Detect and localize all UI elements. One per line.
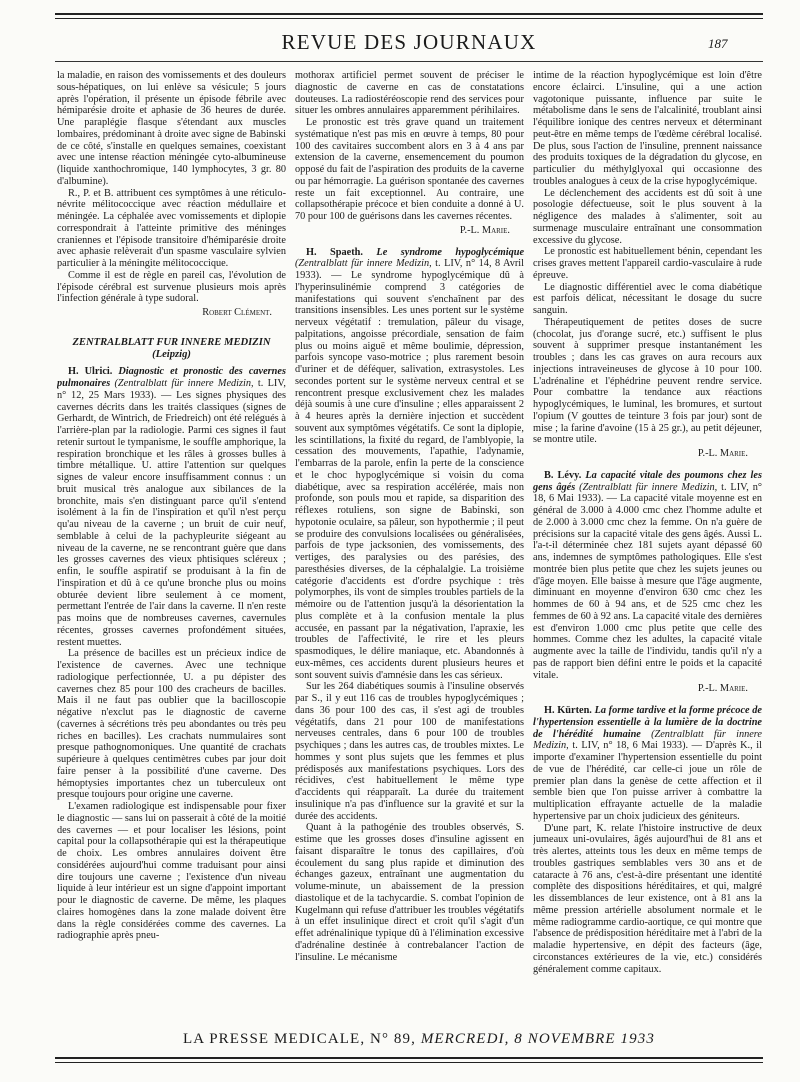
paragraph: Le pronostic est habituellement bénin, cependant les crises graves mettent l'appareil cardio-vasculaire à rude épreuve. xyxy=(533,246,762,281)
footer-journal-line xyxy=(183,1031,655,1048)
footer-rule xyxy=(55,1057,763,1059)
paragraph: Thérapeutiquement de petites doses de sucre (chocolat, jus d'orange sucré, etc.) suffisent le plus souvent à supprimer presque instantanément les troubles ; dans les cas graves on aura recours aux injections intraveineuses de glycose à 10 pour 100. L'adrénaline et l'éphédrine peuvent rendre service. Pour combattre la tendance aux réactions hypoglycémiques, le luminal, les bromures, et surtout l'opium (V gouttes de teinture 3 fois par jour) sont de mise ; la farine d'avoine (15 à 25 gr.), au petit déjeuner, se montre utile. xyxy=(533,316,762,446)
article-source: (Zentralblatt für innere Medizin, xyxy=(579,481,718,493)
paragraph: intime de la réaction hypoglycémique est loin d'être encore éclairci. L'insuline, qui a une action vagotonique puissante, influence par suite le métabolisme dans le sens de l'alcalinité, troublant ainsi l'équilibre ionique des centres nerveux et déterminant peut-être en même temps de l'œdème cérébral localisé. De plus, sous l'action de l'insuline, prennent naissance des produits toxiques de la dégradation du glycose, en particulier du méthylglyoxal qui occasionne des troubles analogues à ceux de la crise hypoglycémique. xyxy=(533,70,762,187)
section-title: ZENTRALBLATT FUR INNERE MEDIZIN xyxy=(72,336,271,348)
article-citation: t. LIV, n° 14, 8 Avril 1933). — xyxy=(295,258,524,281)
signature: P.-L. Marie. xyxy=(459,224,510,236)
article-body: D'après K., il importe d'examiner l'hypertension essentielle du point de vue de l'hérédité, car celle-ci joue un rôle de premier plan dans la genèse de cette affection et il semble bien que l'on puisse arriver à combattre la multiplication effrayante actuelle de la maladie hypertensive par un choix judicieux des géniteurs. xyxy=(533,740,762,822)
footer-journal: LA PRESSE MEDICALE, N° 89, xyxy=(183,1031,416,1047)
article-title: La capacité vitale des poumons chez les gens âgés xyxy=(533,469,762,493)
column-1 xyxy=(57,70,286,1018)
article-author: H. Ulrici. xyxy=(68,366,113,378)
signature: P.-L. Marie. xyxy=(697,683,748,695)
page-number: 187 xyxy=(708,36,728,51)
article-title: Diagnostic et pronostic des cavernes pulmonaires xyxy=(57,366,286,389)
header-top-rule xyxy=(55,13,763,15)
section-city: (Leipzig) xyxy=(152,348,191,360)
footer-date: MERCREDI, 8 NOVEMBRE 1933 xyxy=(420,1031,655,1047)
paragraph: La présence de bacilles est un précieux indice de l'existence de cavernes. Avec une technique radiologique perfectionnée, U. a pu dépister des cavernes chez 85 pour 100 des cracheurs de bacilles. Mais il ne faut pas oublier que la bacilloscopie négative n'exclut pas le diagnostic de caverne (cavernes à sécrétions très peu abondantes ou très peu riches en bacilles). Les crachats nummulaires sont presque pathognomoniques. Une quantité de crachats supérieure à quelques centimètres cubes par jour doit faire penser à la possibilité d'une caverne. Des hémoptysies importantes chez un tuberculeux ont presque toujours pour origine une caverne. xyxy=(57,648,286,801)
header-bottom-rule xyxy=(55,61,763,62)
article-source: (Zentralblatt für innere Medizin, xyxy=(295,258,432,270)
header-top-rule-thin xyxy=(55,18,763,19)
article-author: H. Kürten. xyxy=(544,705,592,716)
paragraph: Le diagnostic différentiel avec le coma diabétique est parfois délicat, nécessitant le dosage du sucre sanguin. xyxy=(533,281,762,316)
paragraph: Le déclenchement des accidents est dû soit à une posologie défectueuse, soit le plus souvent à la négligence des malades à s'alimenter, soit au surmenage musculaire entraînant une consommation excessive du glycose. xyxy=(533,187,762,246)
article-title: La forme tardive et la forme précoce de l'hypertension essentielle à la lumière de la doctrine de l'hérédité humaine xyxy=(533,705,762,740)
article-body: La capacité vitale moyenne est en général de 3.000 à 4.000 cmc chez l'homme adulte et de 2.000 à 3.000 cmc chez la femme. On n'a guère de précisions sur la capacité vitale des gens âgés. Aussi L. l'a-t-il déterminée chez 181 sujets ayant dépassé 60 ans, indemnes de symptômes pathologiques. Elle s'est montrée bien plus petite que chez les sujets jeunes ou d'âge moyen. Elle baisse à mesure que l'âge augmente, diminuant en moyenne d'environ 630 cmc chez les hommes de 60 à 94 ans, et de 525 cmc chez les femmes de 60 à 92 ans. La capacité vitale des dernières est d'environ 1.000 cmc plus petite que celle des hommes. Comme chez les adultes, la capacité vitale augmente avec la taille de l'individu, tandis qu'il n'y a pas de rapport bien défini entre le poids et la capacité vitale. xyxy=(533,493,762,681)
article-source: (Zentralblatt für innere Medizin, xyxy=(533,728,762,752)
paragraph: mothorax artificiel permet souvent de préciser le diagnostic de caverne en cas de constatations douteuses. La radiostéréoscopie rend des services pour situer les ombres annulaires apparemment périhilaires. xyxy=(295,70,524,117)
article-author: B. Lévy. xyxy=(544,469,582,481)
footer-rule-thin xyxy=(55,1062,763,1063)
article-kurten xyxy=(533,705,762,823)
article-spaeth xyxy=(295,247,524,682)
article-citation: t. LIV, n° 12, 25 Mars 1933). — xyxy=(57,378,286,401)
article-ulrici xyxy=(57,366,286,648)
signature: P.-L. Marie. xyxy=(697,448,748,459)
article-citation: t. LIV, n° 18, 6 Mai 1933). — xyxy=(572,740,702,752)
paragraph: R., P. et B. attribuent ces symptômes à une réticulo-névrite mélitococcique avec réaction médullaire et méningée. La céphalée avec vomissements et diplopie correspondrait à l'atteinte primitive des méninges craniennes et l'épisode transitoire d'hémiparésie droite avec aphasie relèverait d'un spasme vasculaire sylvien particulier à la méningite mélitococcique. xyxy=(57,187,286,269)
article-source: (Zentralblatt für innere Medizin, xyxy=(114,378,254,389)
paragraph: Quant à la pathogénie des troubles observés, S. estime que les grosses doses d'insuline agissent en faisant disparaître le tonus des capillaires, d'où écoulement du sang plus rapide et diminution des échanges gazeux, entraînant une augmentation du volume-minute, un abaissement de la pression diastolique et de la tachycardie. S. combat l'opinion de Kugelmann qui refuse d'attribuer les troubles végétatifs à un effet insulinique direct et croit qu'il s'agit d'un effet adrénalinique typique dû à l'élimination excessive d'adrénaline destinée à contrebalancer l'action de l'insuline. Le mécanisme xyxy=(295,822,524,963)
signature: Robert Clément. xyxy=(202,307,272,318)
column-2 xyxy=(295,70,524,1018)
article-citation: t. LIV, n° 18, 6 Mai 1933). — xyxy=(533,481,762,505)
article-author: H. Spaeth. xyxy=(306,246,363,258)
paragraph: la maladie, en raison des vomissements et des douleurs sous-hépatiques, on lui enlève sa vésicule; 5 jours après l'opération, il présente un épisode fébrile avec hémiparésie droite et aphasie de 36 heures de durée. Une paraplégie flasque s'étendant aux muscles lombaires, prédominant à droite avec signe de Babinski de ce côté, s'installe en quelques semaines, coexistant avec une intense réaction méningée cyto-albumineuse (liquide xanthochromique, 140 lymphocytes, 3 gr. 80 d'albumine). xyxy=(57,70,286,187)
paragraph: D'une part, K. relate l'histoire instructive de deux jumeaux uni-ovulaires, âgés aujourd'hui de 81 ans et très alertes, atteints tous les deux en même temps de troubles gastriques semblables vers 30 ans et de cataracte à 76 ans, c'est-à-dire présentant une identité complète des dispositions héréditaires, et qui, malgré les dissemblances de leur existence, ont à 81 ans la même pression artérielle absolument normale et le même radiogramme cardio-aortique, ce qui montre que l'absence de prédisposition héréditaire met à l'abri de la maladie hypertensive, en dépit des facteurs (âge, circonstances extérieures de la vie, etc.) considérés généralement comme capitaux. xyxy=(533,822,762,975)
paragraph: Comme il est de règle en pareil cas, l'évolution de l'épisode cérébral est survenue plusieurs mois après l'infection générale à type sudoral. xyxy=(57,269,286,305)
article-body: Les signes physiques des cavernes décrits dans les traités classiques (signes de Gerhardt, de Wintrich, de Friedreich) ont été relégués à l'arrière-plan par la radiologie. Parmi ces signes il faut retenir surtout le tympanisme, le souffle amphorique, la respiration bronchique et les râles à grosses bulles à timbre métallique. U. attire l'attention sur quelques signes de valeur encore insuffisamment connus : un bruit musical très analogue aux sibilances de la bronchite, mais s'en distinguant parce qu'il s'entend isolément à la fin de l'inspiration et qu'il n'est perçu qu'au niveau de la caverne ; un bruit de cuir neuf, semblable à celui de la pachypleurite siégeant au niveau de la caverne, ne se rencontrant guère que dans les grosses cavernes des vieux phtisiques scléreux ; enfin, le souffle aspiratif se produisant à la fin de l'inspiration et dû à ce qu'une bronche plus ou moins obturée devient libre seulement à ce moment, permettant l'entrée de l'air dans la caverne. Il n'en reste pas moins que de nombreuses cavernes, cavernules récentes, grosses cavernes profondément situées, restent muettes. xyxy=(57,389,286,648)
article-levy xyxy=(533,470,762,682)
column-3 xyxy=(533,70,762,1018)
page-title: REVUE DES JOURNAUX xyxy=(281,30,537,54)
paragraph: Le pronostic est très grave quand un traitement systématique n'est pas mis en œuvre à temps, 80 pour 100 des cavitaires succombent alors en 3 à 4 ans par extension de la caverne, ensemencement du poumon opposé du fait de l'aspiration des produits de la caverne ou par hémorragie. La guérison spontanée des cavernes reste un fait exceptionnel. Au contraire, une collapsothérapie précoce et bien conduite a donné à U. 70 pour 100 de guérisons dans les cavernes récentes. xyxy=(295,117,524,222)
article-title: Le syndrome hypoglycémique xyxy=(376,246,524,258)
paragraph: Sur les 264 diabétiques soumis à l'insuline observés par S., il y eut 116 cas de troubles hypoglycémiques ; dans 36 pour 100 des cas, il s'est agi de troubles végétatifs, dans 21 pour 100 de manifestations nerveuses centrales, dans 6 pour 100 de troubles psychiques ; dans les autres cas, de troubles mixtes. Le hommes y sont plus sujets que les femmes et plus prédisposés aux manifestations psychiques. Lors des récidives, c'est habituellement le même type d'accidents qui réapparaît. La durée du traitement insulinique n'a pas d'influence sur la gravité et sur la durée des accidents. xyxy=(295,681,524,822)
article-body: Le syndrome hypoglycémique dû à l'hyperinsulinémie comprend 3 catégories de manifestations qui souvent s'enchaînent par des transitions insensibles. Les unes portent sur le système nerveux végétatif : tremulation, pâleur du visage, palpitations, angoisse précordiale, sensation de faim plus ou moins aiguë et même boulimie, dépression, parfois syncope vaso-motrice ; plus rarement besoin d'uriner et de déféquer, salivation, extrasystoles. Les secondes portent sur le système nerveux central et se rencontrent presque exclusivement chez les malades déjà soumis à une cure d'insuline ; elles apparaissent 2 à 4 heures après la dernière injection et succèdent souvent aux symptômes végétatifs. Ce sont la diplopie, les scintillations, la fixité du regard, de l'amblyopie, la cessation des mouvements, l'apathie, l'adynamie, l'embarras de la parole, enfin la perte de la conscience et le choc hypoglycémique si voisin du coma diabétique, avec sa respiration accélérée, mais non profonde, son pouls mou et rapide, sa disparition des réflexes rotuliens, son signe de Babinski, son hypotonie oculaire, sa pâleur, son hypothermie ; il peut se produire des convulsions localisées ou généralisées, parfois de type jacksonien, des vomissements, des vertiges, des paralysies ou des parésies, des paresthésies diverses, de la céphalalgie. La troisième catégorie d'accidents est d'ordre psychique : très polymorphes, ils vont de simples troubles partiels de la mémoire ou de l'attention jusqu'à la désorientation la plus complète et à la confusion mentale la plus accusée, en passant par la négativation, l'apraxie, les troubles de l'affectivité, le rire et les pleurs spasmodiques, le délire maniaque, etc. Abandonnés à eux-mêmes, ces accidents durent plusieurs heures et sont souvent suivis d'amnésie dans les cas sérieux. xyxy=(295,270,524,681)
paragraph: L'examen radiologique est indispensable pour fixer le diagnostic — sans lui on passerait à côté de la moitié des cavernes — et pour localiser les lésions, point capital pour la collapsothérapie qui est la thérapeutique de choix. Les ombres annulaires doivent être considérées aujourd'hui comme traduisant pour ainsi dire toujours une caverne ; l'existence d'un niveau liquide à leur intérieur est un signe d'appoint important pour le diagnostic de caverne. De même, les plaques claires homogènes dans la zone malade doivent être dans la règle considérées comme des cavernes. La radiographie après pneu- xyxy=(57,801,286,942)
